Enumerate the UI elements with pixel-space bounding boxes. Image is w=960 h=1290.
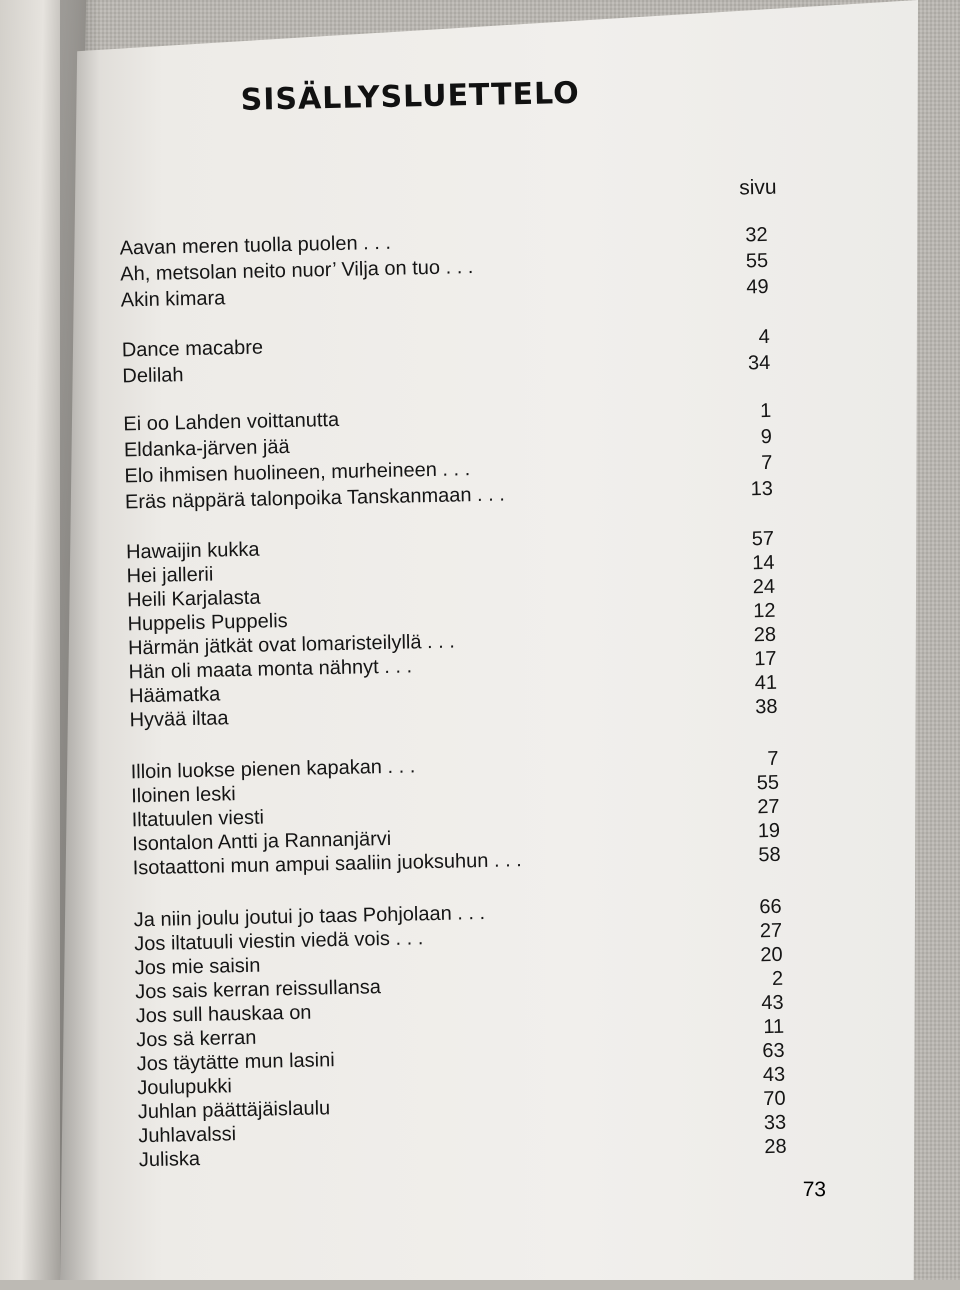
entry-title: Häämatka [128, 683, 221, 708]
entry-page: 43 [762, 1063, 786, 1087]
entry-title: Delilah [122, 364, 184, 388]
entry-page: 24 [752, 575, 776, 599]
page-title: SISÄLLYSLUETTELO [240, 75, 580, 118]
entry-title: Jos täytätte mun lasini [136, 1049, 335, 1076]
entry-title: Hawaijin kukka [125, 538, 260, 564]
entry-title: Huppelis Puppelis [127, 610, 288, 636]
entry-page: 4 [758, 325, 770, 349]
entry-title: Ja niin joulu joutui jo taas Pohjolaan . . . [133, 901, 486, 932]
entry-title: Jos mie saisin [134, 954, 261, 980]
entry-page: 34 [747, 351, 771, 375]
entry-title: Illoin luokse pienen kapakan . . . [130, 755, 416, 784]
entry-title: Hän oli maata monta nähnyt . . . [128, 655, 413, 684]
entry-title: Eldanka-järven jää [123, 435, 290, 462]
entry-title: Ah, metsolan neito nuor’ Vilja on tuo . . . [120, 256, 474, 286]
entry-title: Juhlavalssi [138, 1123, 237, 1148]
entry-title: Härmän jätkät ovat lomaristeilyllä . . . [127, 630, 456, 660]
entry-title: Heili Karjalasta [126, 586, 261, 612]
entry-page: 27 [759, 919, 783, 943]
entry-title: Jos sull hauskaa on [135, 1001, 312, 1028]
entry-page: 7 [767, 747, 779, 771]
entry-page: 70 [763, 1087, 786, 1111]
entry-page: 19 [757, 819, 781, 843]
entry-page: 33 [763, 1111, 787, 1135]
entry-page: 27 [757, 795, 780, 819]
entry-page: 17 [753, 647, 777, 671]
entry-title: Aavan meren tuolla puolen . . . [119, 231, 392, 260]
entry-title: Eräs näppärä talonpoika Tanskanmaan . . . [124, 483, 506, 514]
entry-page: 55 [756, 771, 780, 795]
entry-title: Jos iltatuuli viestin viedä vois . . . [134, 927, 424, 956]
entry-page: 49 [746, 275, 769, 299]
entry-title: Jos sä kerran [136, 1026, 257, 1052]
entry-title: Joulupukki [137, 1075, 233, 1100]
entry-page: 13 [750, 477, 774, 501]
entry-title: Iltatuulen viesti [131, 806, 265, 832]
entry-title: Hyvää iltaa [129, 707, 229, 732]
entry-page: 7 [761, 451, 773, 475]
entry-title: Hei jallerii [126, 563, 214, 588]
entry-title: Juhlan päättäjäislaulu [137, 1097, 331, 1124]
entry-page: 14 [751, 551, 775, 575]
entry-page: 1 [759, 399, 772, 423]
entry-title: Ei oo Lahden voittanutta [123, 408, 340, 436]
entry-title: Isontalon Antti ja Rannanjärvi [131, 827, 392, 856]
entry-page: 57 [751, 527, 775, 551]
entry-page: 9 [760, 425, 773, 449]
entry-page: 11 [763, 1015, 785, 1039]
page-column-header: sivu [738, 175, 777, 200]
entry-title: Juliska [138, 1147, 201, 1172]
entry-page: 66 [759, 895, 782, 919]
entry-page: 58 [758, 843, 781, 867]
entry-page: 38 [754, 695, 778, 719]
entry-title: Dance macabre [121, 336, 264, 362]
entry-page: 28 [764, 1135, 787, 1159]
entry-title: Akin kimara [120, 287, 226, 312]
page-number: 73 [802, 1177, 827, 1202]
entry-title: Elo ihmisen huolineen, murheineen . . . [124, 458, 471, 488]
entry-page: 12 [752, 599, 776, 623]
entry-page: 41 [754, 671, 778, 695]
entry-page: 2 [771, 967, 784, 990]
entry-title: Jos sais kerran reissullansa [135, 976, 382, 1004]
entry-title: Isotaattoni mun ampui saaliin juoksuhun . . . [132, 849, 522, 880]
entry-page: 20 [760, 943, 783, 967]
entry-title: Iloinen leski [130, 783, 236, 808]
entry-page: 63 [762, 1039, 785, 1063]
entry-page: 32 [745, 223, 768, 247]
entry-page: 55 [745, 249, 769, 273]
entry-page: 28 [753, 623, 777, 647]
entry-page: 43 [761, 991, 784, 1015]
